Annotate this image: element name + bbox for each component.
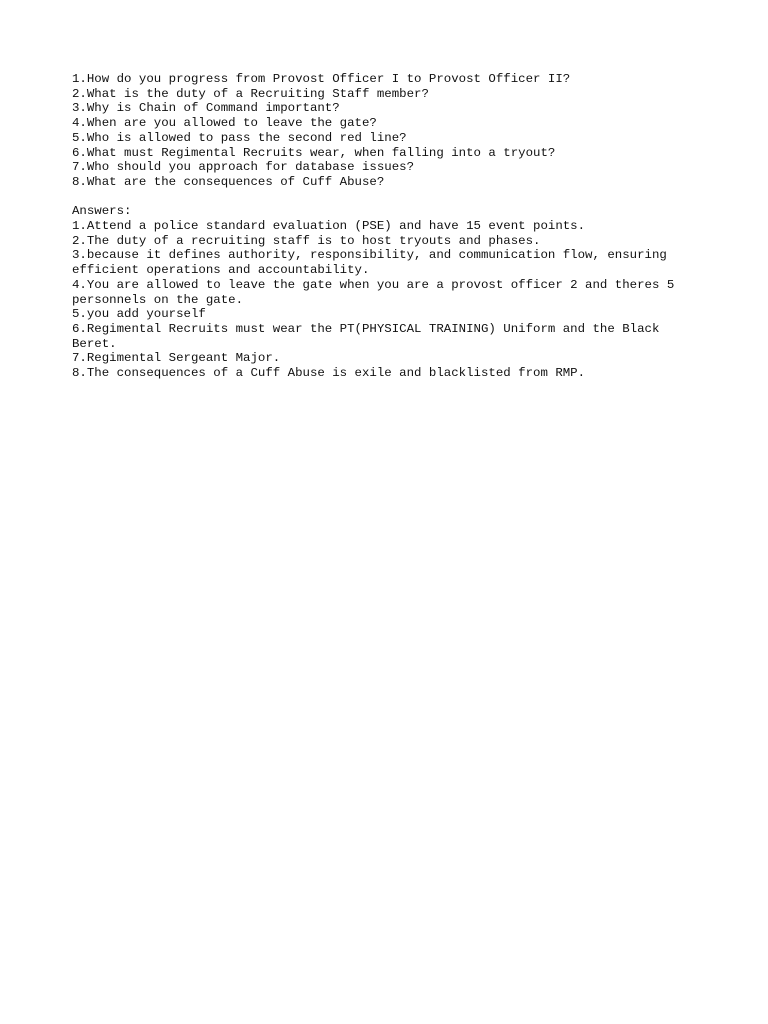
answers-heading: Answers: [72,204,132,219]
document-page [72,72,696,381]
answer-5: 5.you add yourself [72,307,206,322]
question-1: 1.How do you progress from Provost Officer I to Provost Officer II? [72,72,571,86]
question-4: 4.When are you allowed to leave the gate? [72,116,377,131]
section-gap [72,190,696,205]
question-6: 6.What must Regimental Recruits wear, when falling into a tryout? [72,145,556,160]
question-2: 2.What is the duty of a Recruiting Staff member? [72,86,429,101]
question-5: 5.Who is allowed to pass the second red line? [72,130,407,145]
answer-7: 7.Regimental Sergeant Major. [72,351,281,366]
question-8: 8.What are the consequences of Cuff Abuse? [72,174,385,189]
answer-6: 6.Regimental Recruits must wear the PT(PHYSICAL TRAINING) Uniform and the Black Beret. [72,321,667,351]
answer-3: 3.because it defines authority, responsibility, and communication flow, ensuring efficient operations and accountability. [72,248,675,278]
answer-8: 8.The consequences of a Cuff Abuse is exile and blacklisted from RMP. [72,366,586,381]
answer-2: 2.The duty of a recruiting staff is to host tryouts and phases. [72,233,541,248]
question-3: 3.Why is Chain of Command important? [72,101,340,116]
answer-4: 4.You are allowed to leave the gate when you are a provost officer 2 and theres 5 personnels on the gate. [72,277,682,307]
question-7: 7.Who should you approach for database issues? [72,160,415,175]
answer-1: 1.Attend a police standard evaluation (PSE) and have 15 event points. [72,219,586,234]
